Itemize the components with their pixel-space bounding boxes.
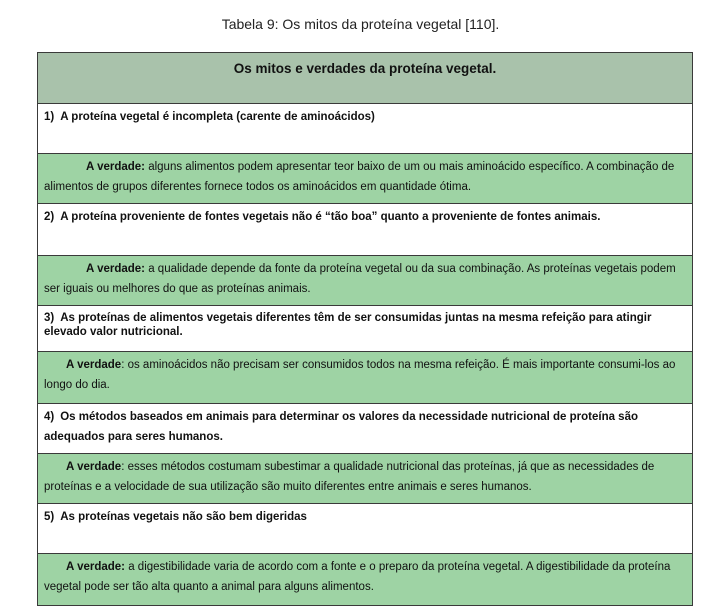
truth-row-3	[38, 352, 692, 404]
truth-row-1	[38, 154, 692, 204]
truth-label: A verdade	[66, 461, 122, 473]
myth-row-5	[38, 504, 692, 554]
truth-label: A verdade:	[86, 263, 146, 275]
truth-text: a qualidade depende da fonte da proteína vegetal ou da sua combinação. As proteínas vegetais podem ser iguais ou melhores do que as proteínas animais.	[44, 263, 676, 295]
myth-number: 2)	[44, 211, 55, 223]
table-header: Os mitos e verdades da proteína vegetal.	[38, 53, 692, 104]
myth-row-2	[38, 204, 692, 256]
myth-row-4	[38, 404, 692, 454]
myth-text: Os métodos baseados em animais para determinar os valores da necessidade nutricional de proteína são adequados para seres humanos.	[44, 411, 638, 443]
truth-label: A verdade:	[66, 561, 126, 573]
table-caption: Tabela 9: Os mitos da proteína vegetal [110].	[221, 16, 500, 32]
truth-row-2	[38, 256, 692, 306]
myth-row-1	[38, 104, 692, 154]
myths-table	[37, 52, 693, 606]
truth-label: A verdade	[66, 359, 122, 371]
truth-text: : os aminoácidos não precisam ser consumidos todos na mesma refeição. É mais importante consumi-los ao longo do dia.	[44, 359, 676, 391]
truth-text: : esses métodos costumam subestimar a qualidade nutricional das proteínas, já que as necessidades de proteínas e a velocidade de sua utilização são muito diferentes entre animais e seres humanos.	[44, 461, 655, 493]
myth-text: A proteína vegetal é incompleta (carente de aminoácidos)	[60, 111, 375, 123]
myth-number: 4)	[44, 411, 55, 423]
truth-label: A verdade:	[86, 161, 146, 173]
truth-row-4	[38, 454, 692, 504]
myth-text: As proteínas de alimentos vegetais diferentes têm de ser consumidas juntas na mesma refeição para atingir elevado valor nutricional.	[44, 312, 652, 338]
truth-row-5	[38, 554, 692, 606]
truth-text: a digestibilidade varia de acordo com a fonte e o preparo da proteína vegetal. A digestibilidade da proteína vegetal pode ser tão alta quanto a animal para alguns alimentos.	[44, 561, 671, 593]
myth-row-3	[38, 306, 692, 352]
myth-number: 1)	[44, 111, 55, 123]
myth-number: 3)	[44, 312, 55, 324]
myth-text: A proteína proveniente de fontes vegetais não é “tão boa” quanto a proveniente de fontes animais.	[60, 211, 601, 223]
myth-number: 5)	[44, 511, 55, 523]
truth-text: alguns alimentos podem apresentar teor baixo de um ou mais aminoácido específico. A combinação de alimentos de grupos diferentes fornece todos os aminoácidos em quantidade ótima.	[44, 161, 675, 193]
myth-text: As proteínas vegetais não são bem digeridas	[60, 511, 307, 523]
